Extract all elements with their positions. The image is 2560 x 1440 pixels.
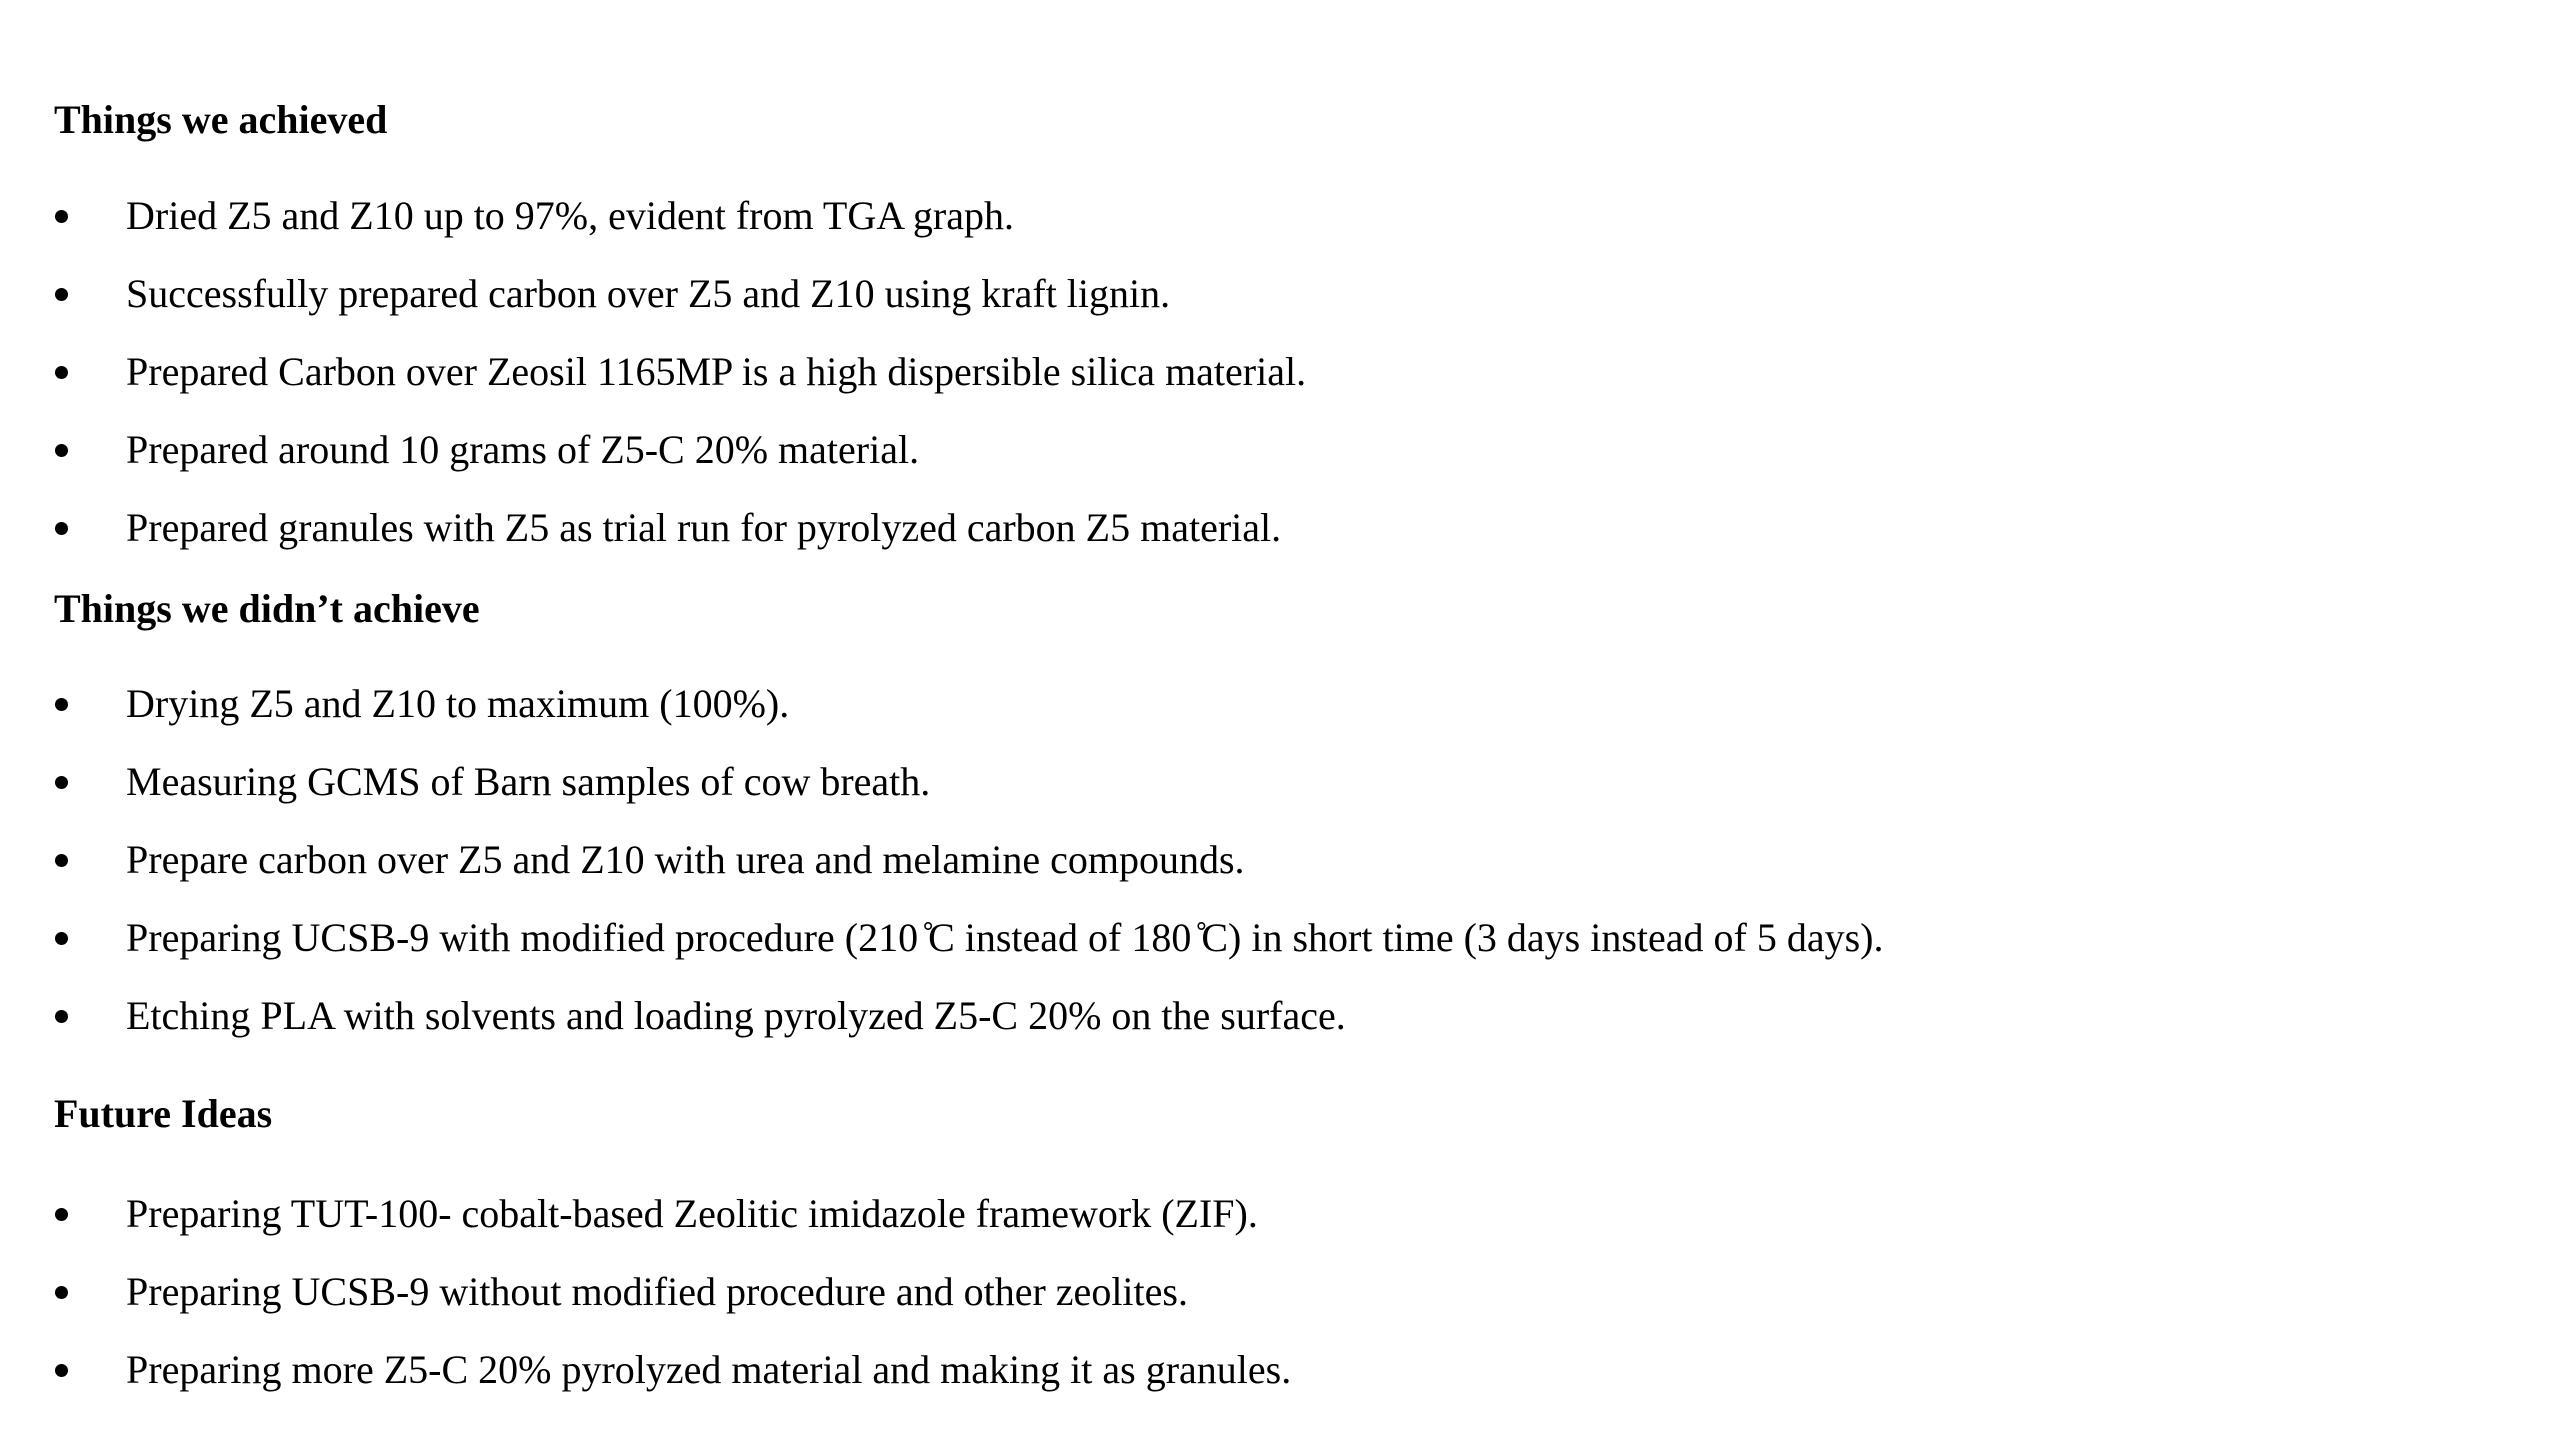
list-item-text: Successfully prepared carbon over Z5 and Z10 using kraft lignin.	[126, 271, 1171, 316]
bullet-icon	[54, 758, 74, 806]
list-item-text: Preparing TUT-100- cobalt-based Zeolitic imidazole framework (ZIF).	[126, 1191, 1258, 1236]
bullet-icon	[54, 1346, 74, 1394]
section-heading-not-achieved: Things we didn’t achieve	[54, 586, 480, 631]
bullet-icon	[54, 426, 74, 474]
list-item-text: Preparing UCSB-9 with modified procedure (210 ̊C instead of 180 ̊C) in short time (3 days instead of 5 days).	[126, 915, 1884, 960]
list-item-text: Preparing more Z5-C 20% pyrolyzed material and making it as granules.	[126, 1347, 1292, 1392]
list-item-text: Dried Z5 and Z10 up to 97%, evident from TGA graph.	[126, 193, 1014, 238]
list-item-text: Etching PLA with solvents and loading pyrolyzed Z5-C 20% on the surface.	[126, 993, 1346, 1038]
list-item-text: Prepare carbon over Z5 and Z10 with urea and melamine compounds.	[126, 837, 1245, 882]
bullet-icon	[54, 270, 74, 318]
list-item-text: Prepared Carbon over Zeosil 1165MP is a high dispersible silica material.	[126, 349, 1307, 394]
bullet-icon	[54, 992, 74, 1040]
bullet-icon	[54, 192, 74, 240]
list-item-text: Measuring GCMS of Barn samples of cow breath.	[126, 759, 931, 804]
list-item-text: Drying Z5 and Z10 to maximum (100%).	[126, 681, 790, 726]
bullet-icon	[54, 680, 74, 728]
section-heading-achieved: Things we achieved	[54, 97, 388, 142]
list-item-text: Prepared granules with Z5 as trial run for pyrolyzed carbon Z5 material.	[126, 505, 1282, 550]
list-item-text: Preparing UCSB-9 without modified procedure and other zeolites.	[126, 1269, 1188, 1314]
bullet-icon	[54, 348, 74, 396]
bullet-icon	[54, 836, 74, 884]
bullet-icon	[54, 1190, 74, 1238]
list-item-text: Prepared around 10 grams of Z5-C 20% material.	[126, 427, 920, 472]
bullet-icon	[54, 1268, 74, 1316]
section-heading-future-ideas: Future Ideas	[54, 1091, 273, 1136]
bullet-icon	[54, 914, 74, 962]
bullet-icon	[54, 504, 74, 552]
